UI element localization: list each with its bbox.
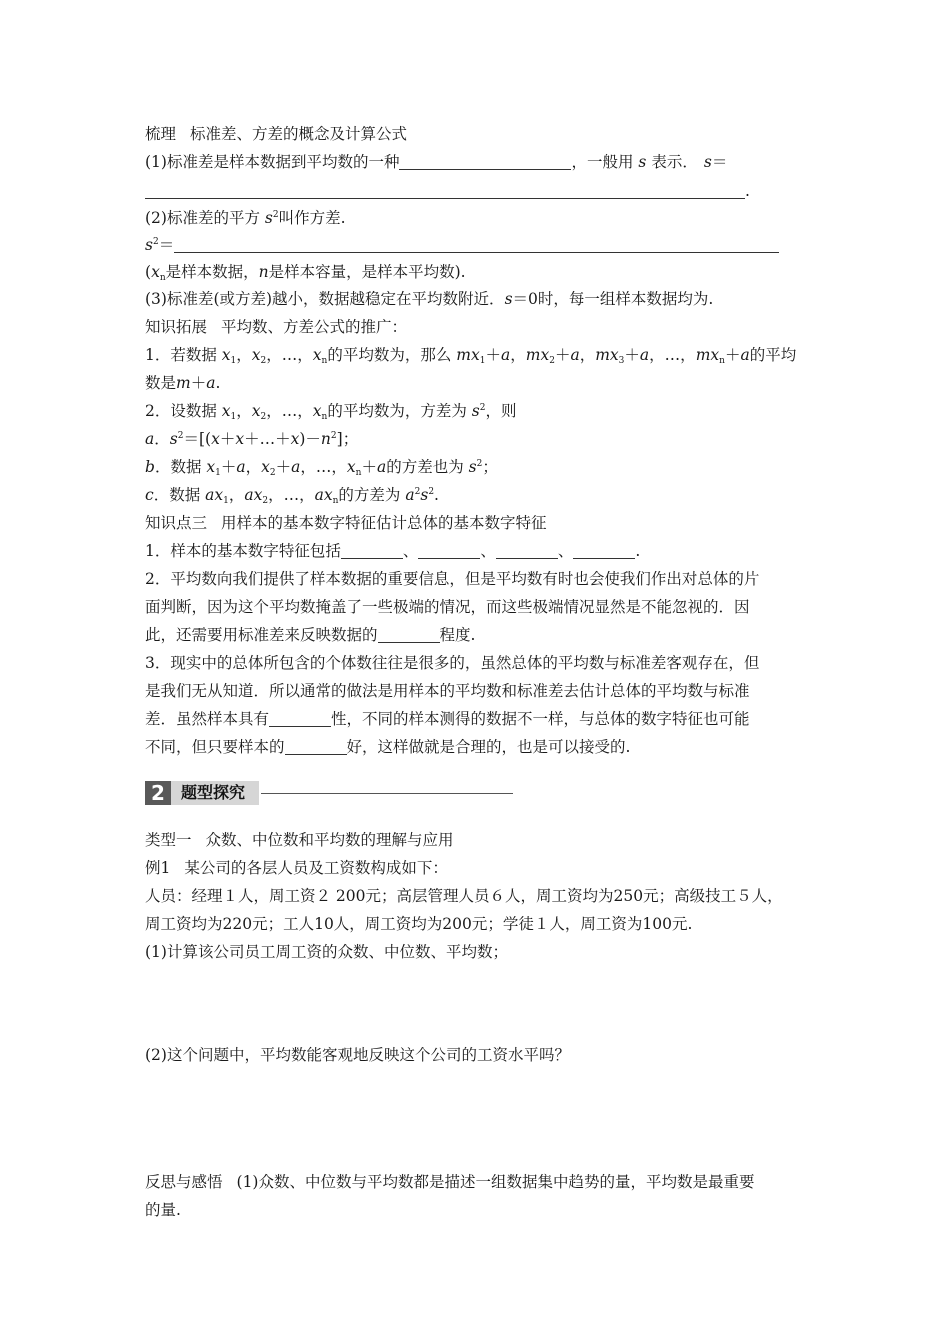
- text: 程度.: [439, 626, 476, 644]
- paragraph-line: 人员：经理１人，周工资２ 200元；高层管理人员６人，周工资均为250元；高级技工５人，: [145, 887, 783, 905]
- paragraph-line: 3．现实中的总体所包含的个体数往往是很多的，虽然总体的平均数与标准差客观存在，但: [145, 654, 760, 672]
- sup: 2: [476, 459, 483, 469]
- var: x: [221, 346, 231, 364]
- sub: n: [159, 273, 166, 283]
- text: .: [745, 182, 750, 200]
- fill-blank: [573, 544, 635, 559]
- sub: n: [321, 356, 328, 366]
- var: x: [312, 402, 322, 420]
- example-heading: [145, 858, 448, 878]
- line-notation: [145, 262, 466, 282]
- text: ；: [482, 458, 498, 476]
- var: a: [291, 458, 301, 476]
- text: ＝: [158, 236, 175, 254]
- var: a: [376, 458, 387, 476]
- line-variance-formula: [145, 235, 779, 255]
- text: (3)标准差(或方差)越小，数据越稳定在平均数附近．: [145, 290, 505, 308]
- var: x: [253, 486, 263, 504]
- text: ＋: [554, 346, 571, 364]
- text: 不同，但只要样本的: [145, 738, 285, 756]
- text: 是样本数据，: [165, 263, 259, 281]
- reflection-line: [145, 1172, 754, 1192]
- text: (: [145, 263, 152, 281]
- fill-blank: [269, 712, 331, 727]
- sub: 1: [230, 412, 237, 422]
- line-std-small: [145, 289, 713, 309]
- line-ext-1: [145, 345, 796, 365]
- var: x: [540, 346, 550, 364]
- var: s: [471, 402, 480, 420]
- text: ，一般用: [571, 153, 634, 171]
- line-std-def: [145, 152, 727, 172]
- review-title: 标准差、方差的概念及计算公式: [190, 125, 408, 143]
- text: 此，还需要用标准差来反映数据的: [145, 626, 378, 644]
- sub: 2: [262, 496, 269, 506]
- section-number: 2: [145, 781, 171, 805]
- line-features: [145, 541, 640, 561]
- var: s: [145, 236, 153, 254]
- var: a: [205, 486, 215, 504]
- text: 叫作方差.: [278, 209, 346, 227]
- var: s: [264, 209, 273, 227]
- var: n: [258, 263, 269, 281]
- var: x: [609, 346, 619, 364]
- sub: n: [719, 356, 725, 366]
- fill-blank: [378, 628, 440, 643]
- var: s: [468, 458, 477, 476]
- text: (2)标准差的平方: [145, 209, 260, 227]
- var: x: [251, 346, 261, 364]
- line-variance-def: [145, 208, 346, 228]
- item-label: b: [145, 458, 155, 476]
- text: 是样本容量，是样本平均数).: [268, 263, 466, 281]
- text: ＝: [711, 153, 728, 171]
- var: a: [314, 486, 324, 504]
- heading-knowledge-3: [145, 513, 547, 533]
- var: a: [639, 346, 650, 364]
- text: 差．虽然样本具有: [145, 710, 270, 728]
- section-title: 题型探究: [171, 781, 259, 805]
- text: ＋: [190, 374, 207, 392]
- reflection-text: (1)众数、中位数与平均数都是描述一组数据集中趋势的量，平均数是最重要: [236, 1173, 755, 1191]
- paragraph-line: 周工资均为220元；工人10人，周工资均为200元；学徒１人，周工资为100元.: [145, 915, 693, 933]
- text: 的方差也为: [386, 458, 469, 476]
- text: ，: [228, 486, 245, 504]
- fill-blank: [418, 544, 480, 559]
- fill-blank: [341, 544, 403, 559]
- text: ＝[(: [183, 430, 212, 448]
- text: 、: [480, 542, 496, 560]
- line-ext-1b: [145, 373, 220, 393]
- extension-label: 知识拓展: [145, 318, 208, 336]
- text: 、: [557, 542, 574, 560]
- sup: 2: [272, 210, 279, 220]
- text: ＋: [361, 458, 377, 476]
- text: 表示．: [651, 153, 698, 171]
- sub: 1: [223, 496, 229, 506]
- text: ＋…＋: [244, 430, 291, 448]
- var: x: [206, 458, 216, 476]
- text: 2．设数据: [145, 402, 222, 420]
- text: ]；: [336, 430, 359, 448]
- text: 的平均数为，那么: [327, 346, 457, 364]
- review-label: 梳理: [145, 125, 177, 143]
- var: x: [710, 346, 720, 364]
- text: ，: [236, 346, 252, 364]
- sub: 2: [549, 356, 555, 366]
- text: ，则: [485, 402, 517, 420]
- heading-type-1: [145, 830, 454, 850]
- text: ＋: [275, 458, 292, 476]
- line-std-formula: [145, 181, 750, 201]
- question-2: (2)这个问题中，平均数能客观地反映这个公司的工资水平吗？: [145, 1046, 570, 1064]
- var: a: [206, 374, 216, 392]
- var: x: [261, 458, 270, 476]
- var: x: [214, 486, 224, 504]
- fill-blank: [496, 544, 558, 559]
- var: s: [638, 153, 647, 171]
- knowledge-title: 用样本的基本数字特征估计总体的基本数字特征: [221, 514, 547, 532]
- extension-title: 平均数、方差公式的推广：: [221, 318, 408, 336]
- paragraph-line: 2．平均数向我们提供了样本数据的重要信息，但是平均数有时也会使我们作出对总体的片: [145, 570, 760, 588]
- var: x: [221, 402, 231, 420]
- sub: 1: [215, 468, 221, 478]
- var: m: [525, 346, 541, 364]
- fill-blank: [285, 740, 347, 755]
- section-rule: [261, 793, 513, 794]
- text: ＋: [724, 346, 741, 364]
- var: a: [405, 486, 415, 504]
- text: ，: [245, 458, 262, 476]
- fill-blank: [399, 155, 571, 170]
- text: 数是: [145, 374, 177, 392]
- var: x: [470, 346, 480, 364]
- text: .: [215, 374, 221, 392]
- var: s: [504, 290, 513, 308]
- sup: 2: [330, 431, 337, 441]
- example-label: 例1: [145, 859, 171, 877]
- var: a: [740, 346, 750, 364]
- text: ＝0时，每一组样本数据均为.: [512, 290, 714, 308]
- sub: 2: [260, 412, 267, 422]
- var: a: [570, 346, 580, 364]
- var: x: [235, 430, 245, 448]
- sub: n: [321, 412, 328, 422]
- item-label: c: [145, 486, 154, 504]
- var: x: [211, 430, 220, 448]
- section-header: [145, 781, 513, 805]
- line-ext-2: [145, 401, 517, 421]
- var: x: [346, 458, 356, 476]
- sup: 2: [414, 487, 421, 497]
- text: 好，这样做就是合理的，也是可以接受的.: [346, 738, 631, 756]
- fill-blank: [174, 238, 779, 253]
- knowledge-label: 知识点三: [145, 514, 208, 532]
- reflection-label: 反思与感悟: [145, 1173, 223, 1191]
- text: ，…，: [266, 402, 313, 420]
- var: m: [595, 346, 610, 364]
- sub: n: [355, 468, 362, 478]
- text: ．: [154, 430, 170, 448]
- var: a: [236, 458, 246, 476]
- text: ．数据: [153, 486, 206, 504]
- var: a: [500, 346, 511, 364]
- type-title: 众数、中位数和平均数的理解与应用: [205, 831, 454, 849]
- sup: 2: [152, 237, 159, 247]
- paragraph-line: 面判断，因为这个平均数掩盖了一些极端的情况，而这些极端情况显然是不能忽视的．因: [145, 598, 750, 616]
- line-ext-2c: [145, 485, 439, 505]
- sub: 3: [618, 356, 625, 366]
- var: m: [176, 374, 191, 392]
- text: .: [434, 486, 439, 504]
- var: s: [703, 153, 712, 171]
- example-text: 某公司的各层人员及工资数构成如下：: [184, 859, 448, 877]
- type-label: 类型一: [145, 831, 192, 849]
- text: 的方差为: [338, 486, 406, 504]
- text: 的平均数为，方差为: [327, 402, 472, 420]
- text: 1．样本的基本数字特征包括: [145, 542, 341, 560]
- text: ＋: [624, 346, 640, 364]
- sub: 2: [269, 468, 276, 478]
- var: n: [320, 430, 331, 448]
- line-ext-2b: [145, 457, 498, 477]
- text: ＋: [219, 430, 236, 448]
- item-label: a: [145, 430, 155, 448]
- text: 性，不同的样本测得的数据不一样，与总体的数字特征也可能: [331, 710, 750, 728]
- paragraph-line: 的量.: [145, 1201, 181, 1219]
- text: )－: [299, 430, 321, 448]
- text: ＋: [220, 458, 237, 476]
- var: x: [323, 486, 333, 504]
- text: 的平均: [749, 346, 797, 364]
- text: (1)标准差是样本数据到平均数的一种: [145, 153, 400, 171]
- line-ext-2a: [145, 429, 358, 449]
- sub: 1: [479, 356, 486, 366]
- paragraph-line: [145, 625, 475, 645]
- sup: 2: [177, 431, 184, 441]
- var: x: [290, 430, 300, 448]
- paragraph-line: [145, 737, 630, 757]
- text: ，…，: [649, 346, 696, 364]
- var: x: [151, 263, 160, 281]
- question-1: (1)计算该公司员工周工资的众数、中位数、平均数；: [145, 943, 508, 961]
- fill-blank: [145, 184, 745, 199]
- var: x: [312, 346, 322, 364]
- sub: 2: [260, 356, 267, 366]
- var: s: [169, 430, 178, 448]
- text: .: [635, 542, 641, 560]
- text: 、: [402, 542, 419, 560]
- text: ，…，: [300, 458, 347, 476]
- sup: 2: [479, 403, 486, 413]
- var: m: [695, 346, 711, 364]
- text: ，: [579, 346, 596, 364]
- sub: 1: [230, 356, 237, 366]
- paragraph-line: [145, 709, 750, 729]
- text: ，…，: [268, 486, 315, 504]
- heading-review: [145, 124, 407, 144]
- heading-extension: [145, 317, 407, 337]
- sub: n: [332, 496, 339, 506]
- paragraph-line: 是我们无从知道．所以通常的做法是用样本的平均数和标准差去估计总体的平均数与标准: [145, 682, 750, 700]
- sup: 2: [428, 487, 435, 497]
- text: ，: [236, 402, 252, 420]
- text: ＋: [485, 346, 501, 364]
- var: m: [456, 346, 471, 364]
- var: x: [251, 402, 261, 420]
- text: 1．若数据: [145, 346, 222, 364]
- var: s: [420, 486, 429, 504]
- text: ，…，: [266, 346, 313, 364]
- var: a: [244, 486, 254, 504]
- text: ．数据: [154, 458, 207, 476]
- text: ，: [510, 346, 526, 364]
